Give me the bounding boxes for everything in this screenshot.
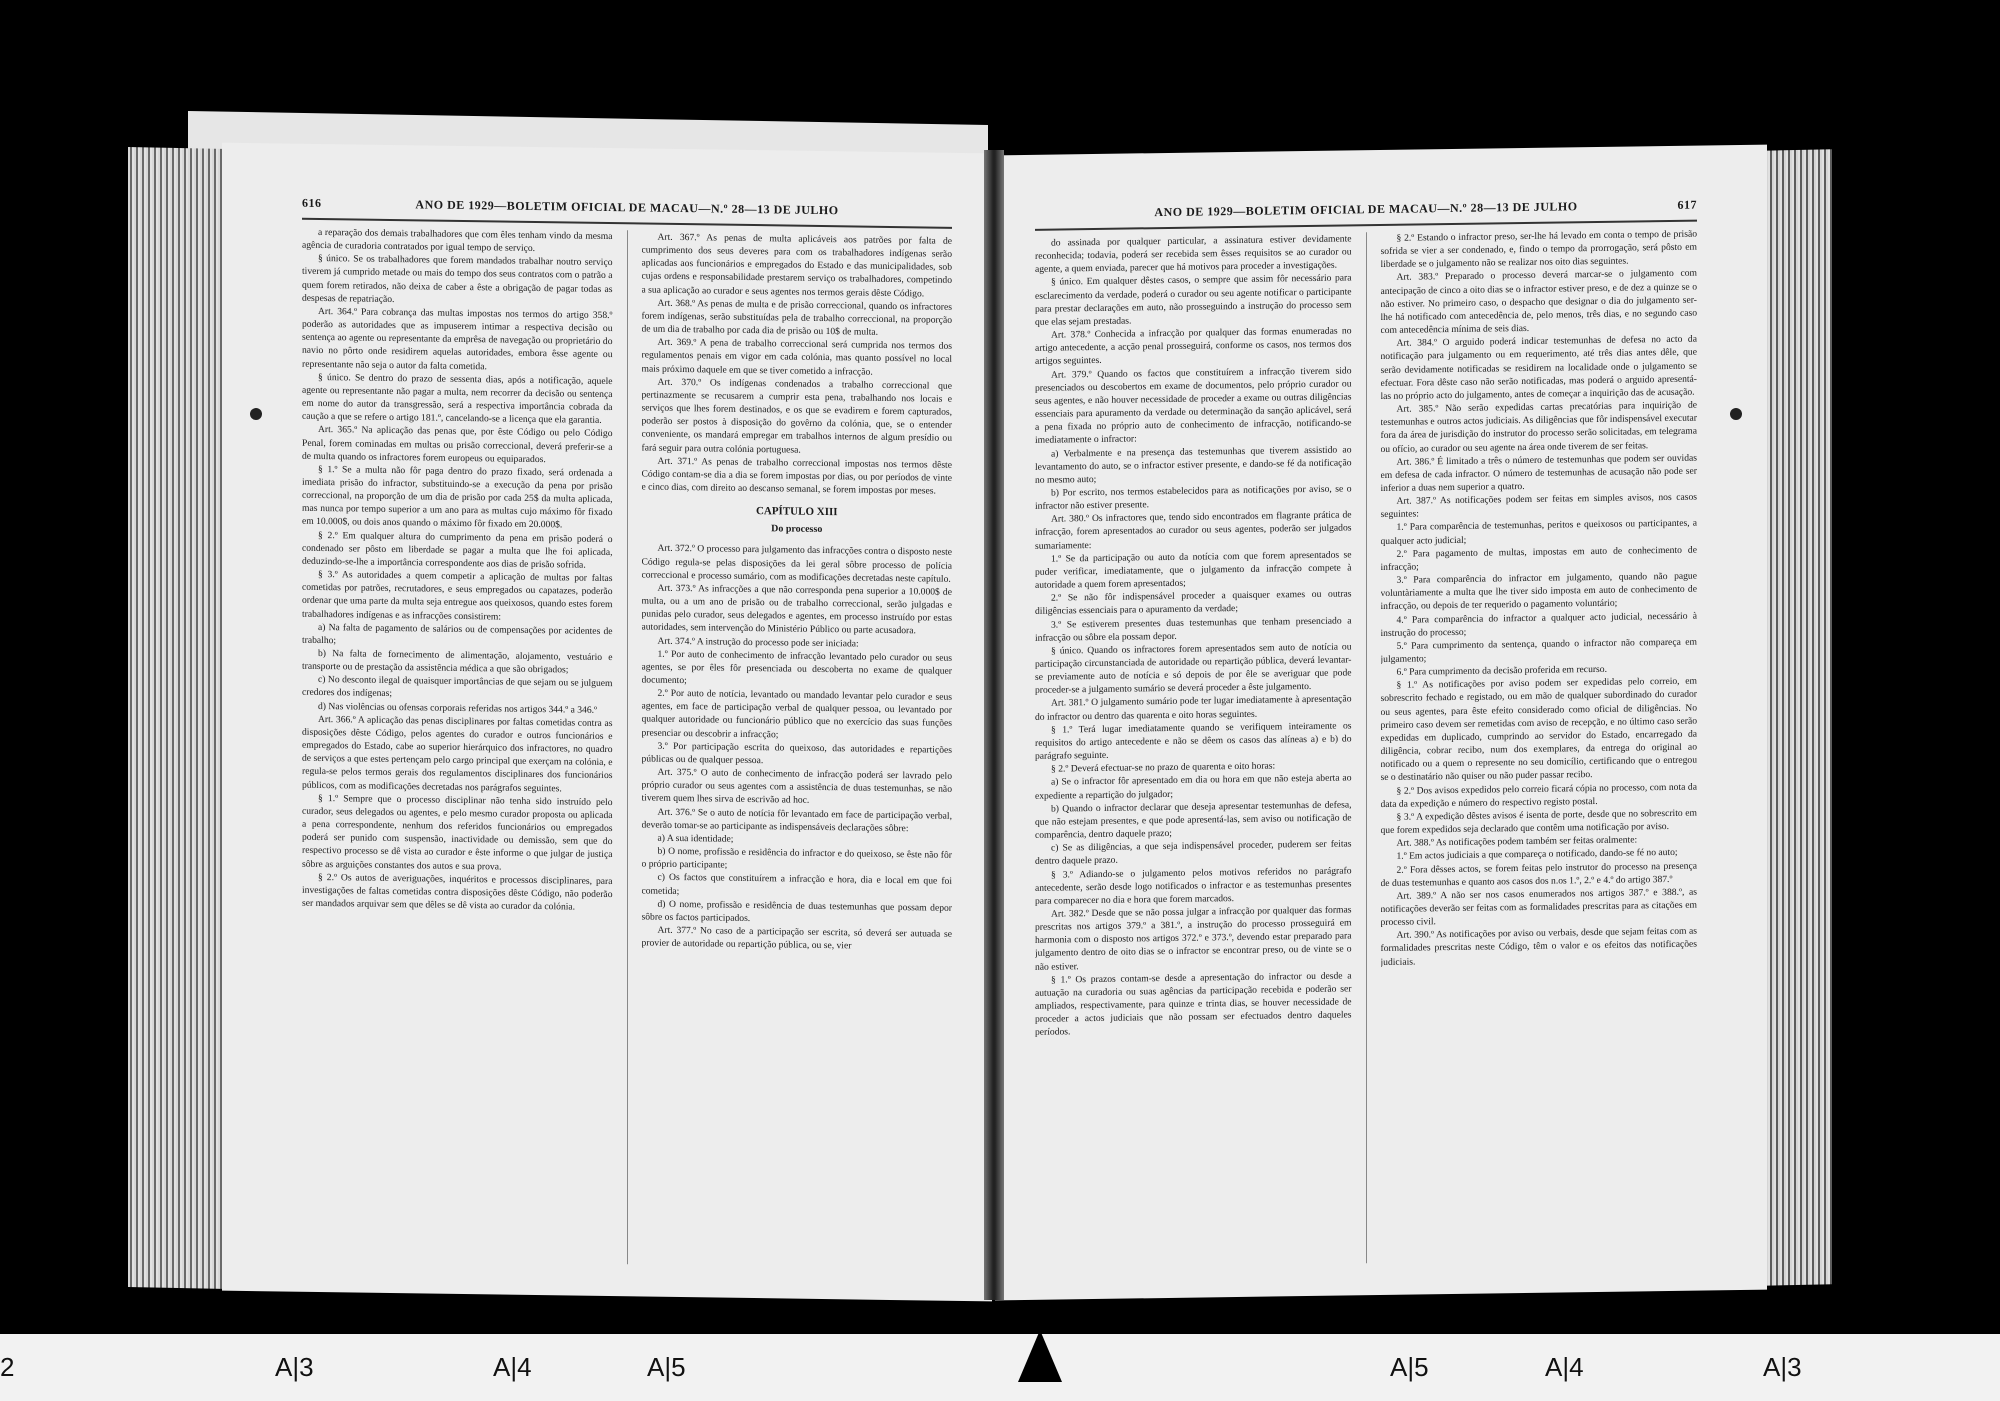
paragraph: § único. Quando os infractores forem apresentados sem auto de notícia ou participação circunstanciada de autoridade ou repartição pública, deverá levantar-se previamente auto de notícia e só depois de por êle se averiguar que pode proceder-se a julgamento sumário se deverá proceder a êste julgamento. [1035,641,1352,697]
paragraph: Art. 365.º Na aplicação das penas que, por êste Código ou pelo Código Penal, forem cominadas em multas ou prisão correccional, deverá preferir-se a de multa quando os infractores forem europeus ou equiparados. [302,424,613,465]
paragraph: Art. 386.º É limitado a três o número de testemunhas que podem ser ouvidas em defesa de cada infractor. O número de testemunhas de acusação não pode ser inferior a duas nem superior a quatro. [1380,452,1697,494]
paragraph: § 1.º Sempre que o processo disciplinar não tenha sido instruído pelo curador, seus delegados ou agentes, e pelo mesmo curador proposta ou aplicada a pena correspondente, nenhum dos referidos funcionários ou empregados poderá ser punido com suspensão, inactividade ou demissão, sem que do respectivo processo se dê vista ao curador e êste informe o que julgar de justiça sôbre as arguições constantes dos autos e sua prova. [302,792,613,873]
paragraph: Art. 368.º As penas de multa e de prisão correccional, quando os infractores forem indígenas, serão substituídas pela de trabalho correccional, na proporção de um dia de trabalho por cada dia de prisão ou 10$ de multa. [641,297,952,338]
paragraph: Art. 378.º Conhecida a infracção por qualquer das formas enumeradas no artigo antecedente, a acção penal prosseguirá, conforme os casos, nos termos dos artigos seguintes. [1035,325,1352,368]
left-page [222,143,992,1302]
paragraph: § 1.º Se a multa não fôr paga dentro do prazo fixado, será ordenada a imediata prisão do infractor, substituindo-se a execução da pena por prisão correccional, na proporção de um dia de prisão por cada 25$ da multa aplicada, mas nunca por tempo superior a um ano para as multas cujo máximo fôr fixado em 10.000$, ou dois anos quando o máximo fôr fixado em 20.000$. [302,463,613,531]
paragraph: § 1.º As notificações por aviso podem ser expedidas pelo correio, em sobrescrito fechado e registado, ou em mão de qualquer subordinado do curador ou seus agentes, para êste efeito considerado como oficial de diligências. No primeiro caso devem ser remetidas com aviso de recepção, e no último caso serão expedidas em duplicado, cumprindo ao servidor do Estado, encarregado da diligência, cobrar recibo, num dos exemplares, da entrega do original ao notificado ou a quem o represente no seu domicílio, certificando que o entregou se o destinatário não quiser ou não puder passar recibo. [1380,675,1697,784]
binding-hole [1730,408,1742,420]
paragraph: a) Na falta de pagamento de salários ou de compensações por acidentes de trabalho; [302,621,613,647]
paragraph: Art. 373.º As infracções a que não corresponda pena superior a 10.000$ de multa, ou a um ano de prisão ou de trabalho correccional, serão julgadas e punidas pelo curador, seus delegados e agentes, em processo instruído por estas autoridades, sem intervenção do Ministério Público ou parte acusadora. [641,582,952,637]
left-page-number: 616 [302,195,322,211]
right-page-title: ANO DE 1929—BOLETIM OFICIAL DE MACAU—N.º 28—13 DE JULHO [1154,199,1578,220]
frame-label: A|4 [493,1352,532,1382]
paragraph: 2.º Por auto de notícia, levantado ou mandado levantar pelo curador e seus agentes, em face de participação verbal de qualquer pessoa, ou levantado por qualquer autoridade ou funcionário público que no exercício das suas funções presenciar ou descobrir a infracção; [641,687,952,741]
left-page-title: ANO DE 1929—BOLETIM OFICIAL DE MACAU—N.º 28—13 DE JULHO [415,197,839,218]
paragraph: § 2.º Os autos de averiguações, inquéritos e processos disciplinares, para investigações de faltas cometidas contra disposições dêste Código, não poderão ser mandados arquivar sem que dêles se dê vista ao curador da colónia. [302,871,613,913]
right-page-column-1 [1035,232,1352,1267]
paragraph: Art. 364.º Para cobrança das multas impostas nos termos do artigo 358.º poderão as autoridades que as impuserem intimar a respectiva decisão ou sentença ao agente ou representante da emprêsa de navegação ou proprietário do navio no pôrto onde residirem aquelas autoridades, embora êsse agente ou representante não seja o autor da falta cometida. [302,305,613,372]
paragraph: § único. Se dentro do prazo de sessenta dias, após a notificação, aquele agente ou representante não pagar a multa, nem recorrer da decisão ou sentença em nome do autor da transgressão, será a respectiva importância cobrada da caução a que se refere o artigo 181.º, cancelando-se a licença que ela garantia. [302,371,613,427]
right-page [995,145,1767,1301]
paragraph: § 2.º Em qualquer altura do cumprimento da pena em prisão poderá o condenado ser pôsto em liberdade se pagar a multa que lhe foi aplicada, deduzindo-se-lhe a importância correspondente aos dias de prisão sofrida. [302,529,613,571]
paragraph: Art. 369.º A pena de trabalho correccional será cumprida nos termos dos regulamentos penais em vigor em cada colónia, mas quanto possível no local mais próximo daquele em que se tiver cometido a infracção. [641,336,952,378]
paragraph: do assinada por qualquer particular, a assinatura estiver devidamente reconhecida; todavia, poderá ser recebida sem êsses requisitos se ao curador ou agente, a quem enviada, parecer que há motivos para proceder a investigações. [1035,233,1352,276]
paragraph: 1.º Em actos judiciais a que compareça o notificado, dando-se fé no auto; [1396,847,1678,863]
paragraph: Art. 372.º O processo para julgamento das infracções contra o disposto neste Código regula-se pelas disposições da lei geral sôbre processo de polícia correccional e processo sumário, com as modificações decretadas neste capítulo. [641,543,952,585]
paragraph: Art. 381.º O julgamento sumário pode ter lugar imediatamente à apresentação do infractor ou dentro das quarenta e oito horas seguintes. [1035,693,1352,723]
paragraph: Art. 366.º A aplicação das penas disciplinares por faltas cometidas contra as disposições dêste Código, pelos agentes do curador e outros funcionários e empregados do Estado, cabe ao superior hierárquico dos infractores, no quadro de serviços a que estes pertençam pelo cargo principal que exerçam na colónia, e regula-se pelos termos gerais dos regulamentos disciplinares dos funcionários públicos, com as modificações decretadas nos parágrafos seguintes. [302,713,613,794]
frame-label: A|5 [1390,1352,1429,1382]
book-gutter [984,150,1004,1300]
paragraph: Art. 390.º As notificações por aviso ou verbais, desde que sejam feitas com as formalidades prescritas neste Código, têm o valor e os efeitos das notificações judiciais. [1380,925,1697,968]
paragraph: a reparação dos demais trabalhadores que com êles tenham vindo da mesma agência de curadoria contratados por igual tempo de serviço. [302,226,613,255]
paragraph: a) Verbalmente e na presença das testemunhas que tiverem assistido ao levantamento do auto, se o infractor estiver presente, e dando-se fé da notificação no mesmo auto; [1035,443,1352,486]
paragraph: 5.º Para cumprimento da sentença, quando o infractor não compareça em julgamento; [1380,636,1697,666]
paragraph: 1.º Se da participação ou auto da notícia com que forem apresentados se puder verificar, imediatamente, que o julgamento da infracção compete à autoridade a quem forem apresentados; [1035,549,1352,591]
paragraph: § 3.º A expedição dêstes avisos é isenta de porte, desde que no sobrescrito em que forem expedidos seja declarado que contêm uma notificação por aviso. [1380,807,1697,837]
paragraph: 3.º Por participação escrita do queixoso, das autoridades e repartições públicas ou de qualquer pessoa. [641,740,952,767]
paragraph: 1.º Para comparência de testemunhas, peritos e queixosos ou participantes, a qualquer acto judicial; [1380,518,1697,547]
paragraph: Art. 376.º Se o auto de notícia fôr levantado em face de participação verbal, deverão tomar-se ao participante as indispensáveis declarações sôbre: [641,806,952,834]
paragraph: Art. 370.º Os indígenas condenados a trabalho correccional que pertinazmente se recusarem a cumprir esta pena, trabalhando nos locais e serviços que lhes forem destinados, e os que se evadirem e forem capturados, poderão ser postos à disposição do govêrno da colónia, que, se o entender conveniente, os mandará empregar em trabalhos internos de algum presídio ou fará seguir para outra colónia portuguesa. [641,376,952,456]
frame-label: A|3 [275,1352,314,1382]
right-page-column-2 [1381,228,1698,1263]
left-page-column-2 [642,230,953,1268]
chapter-title: CAPÍTULO XIII [755,505,838,519]
column-divider [1366,232,1367,1263]
paragraph: Art. 388.º As notificações podem também ser feitas oralmente: [1396,834,1638,849]
frame-label: A|5 [647,1352,686,1382]
paragraph: 2.º Fora dêsses actos, se forem feitas pelo instrutor do processo na presença de duas testemunhas e quanto aos casos dos n.os 1.º, 2.º e 4.º do artigo 387.º [1380,860,1697,889]
paragraph: § 2.º Estando o infractor preso, ser-lhe há levado em conta o tempo de prisão sofrida se vier a ser condenado, e, findo o tempo da prorrogação, será pôsto em liberdade se o julgamento não se realizar nos oito dias seguintes. [1380,228,1697,271]
paragraph: b) Na falta de fornecimento de alimentação, alojamento, vestuário e transporte ou de prestação da assistência médica a que são obrigados; [302,647,613,676]
paragraph: Art. 377.º No caso de a participação ser escrita, só deverá ser autuada se provier de autoridade ou repartição pública, ou se, vier [641,924,952,952]
paragraph: 2.º Para pagamento de multas, impostas em auto de conhecimento de infracção; [1380,544,1697,573]
paragraph: Art. 367.º As penas de multa aplicáveis aos patrões por falta de cumprimento dos seus deveres para com os trabalhadores indígenas serão aplicadas aos funcionários e empregados do Estado e das municipalidades, sob cujas ordens e responsabilidade prestarem serviço os trabalhadores, competindo a sua aplicação ao curador e seus agentes nos termos gerais dêste Código. [641,231,952,300]
paragraph: Art. 371.º As penas de trabalho correccional impostas nos termos dêste Código contam-se dia a dia se forem impostas por dias, ou por períodos de vinte e cinco dias, com direito ao descanso semanal, se forem impostas por meses. [641,455,952,497]
paragraph: c) Se as diligências, a que seja indispensável proceder, puderem ser feitas dentro daquele prazo. [1035,838,1352,868]
paragraph: 3.º Se estiverem presentes duas testemunhas que tenham presenciado a infracção ou sôbre ela possam depor. [1035,614,1352,644]
paragraph: d) Nas violências ou ofensas corporais referidas nos artigos 344.º a 346.º [318,700,598,716]
frame-label: A|3 [1763,1352,1802,1382]
paragraph: 4.º Para comparência do infractor a qualquer acto judicial, necessário à instrução do processo; [1380,610,1697,639]
frame-label: A|4 [1545,1352,1584,1382]
paragraph: § único. Em qualquer dêstes casos, o sempre que assim fôr necessário para esclarecimento da verdade, poderá o curador ou seu agente notificar o participante para prestar declarações em auto, não prosseguindo a instrução do processo sem que elas sejam prestadas. [1035,272,1352,328]
paragraph: Art. 374.º A instrução do processo pode ser iniciada: [657,635,859,650]
paragraph: 2.º Se não fôr indispensável proceder a quaisquer exames ou outras diligências essenciais para o apuramento da verdade; [1035,588,1352,618]
paragraph: a) A sua identidade; [657,832,734,845]
paragraph: b) O nome, profissão e residência do infractor e do queixoso, se êste não fôr o próprio participante; [641,845,952,871]
paragraph: 3.º Para comparência do infractor em julgamento, quando não pague voluntàriamente a multa que lhe tiver sido imposta em auto de conhecimento de infracção, ou depois de ter requerido o pagamento voluntário; [1380,570,1697,613]
frame-notch [1018,1330,1062,1382]
paragraph: d) O nome, profissão e residência de duas testemunhas que possam depor sôbre os factos participados. [641,898,952,924]
right-page-number: 617 [1677,197,1697,212]
paragraph: Art. 382.º Desde que se não possa julgar a infracção por qualquer das formas prescritas nos artigos 379.º a 381.º, a instrução do processo prosseguirá em harmonia com o disposto nos artigos 372.º e 373.º, devendo estar preparado para julgamento dentro de oito dias se o infractor se encontrar preso, ou de vinte se o não estiver. [1035,904,1352,973]
paragraph: b) Quando o infractor declarar que deseja apresentar testemunhas de defesa, que não estejam presentes, e que pode apresentá-las, sem aviso ou notificação de comparência, dentro daquele prazo; [1035,799,1352,841]
page-edges-right [1762,149,1832,1285]
microfilm-frame-strip [0,1334,2000,1401]
paragraph: c) No desconto ilegal de quaisquer importâncias de que sejam ou se julguem credores dos indígenas; [302,674,613,700]
paragraph: Art. 380.º Os infractores que, tendo sido encontrados em flagrante prática de infracção, forem apresentados ao curador ou seus agentes, poderão ser julgados sumariamente: [1035,509,1352,552]
paragraph: § 1.º Terá lugar imediatamente quando se verifiquem inteiramente os requisitos do artigo antecedente e não se dêem os casos das alíneas a) e b) do parágrafo seguinte. [1035,720,1352,762]
paragraph: Art. 385.º Não serão expedidas cartas precatórias para inquirição de testemunhas e outros actos judiciais. As diligências que fôr indispensável executar fora da área de jurisdição do instrutor do processo serão solicitadas, em telegrama ou ofício, ao curador ou seu agente na área onde tiverem de ser feitas. [1380,399,1697,455]
paragraph: Art. 387.º As notificações podem ser feitas em simples avisos, nos casos seguintes: [1380,491,1697,521]
chapter-subtitle: Do processo [771,523,823,536]
column-divider [627,230,628,1264]
paragraph: § 2.º Dos avisos expedidos pelo correio ficará cópia no processo, com nota da data da expedição e número do respectivo registo postal. [1380,781,1697,810]
paragraph: 6.º Para cumprimento da decisão proferida em recurso. [1396,664,1607,678]
paragraph: 1.º Por auto de conhecimento de infracção levantado pelo curador ou seus agentes, se por êles fôr presenciada ou descoberta no exame de qualquer documento; [641,648,952,687]
paragraph: § 3.º Adiando-se o julgamento pelos motivos referidos no parágrafo antecedente, serão desde logo notificados o infractor e as testemunhas presentes para comparecer no dia e hora que forem marcados. [1035,864,1352,907]
paragraph: Art. 375.º O auto de conhecimento de infracção poderá ser lavrado pelo próprio curador ou seus agentes com a assistência de duas testemunhas, se não tiverem quem lhes sirva de escrivão ad hoc. [641,766,952,807]
paragraph: Art. 389.º A não ser nos casos enumerados nos artigos 387.º e 388.º, as notificações deverão ser feitas com as formalidades prescritas para as citações em processo civil. [1380,886,1697,929]
paragraph: Art. 379.º Quando os factos que constituírem a infracção tiverem sido presenciados ou descobertos em exame de documentos, pelo próprio curador ou seus agentes, e não houver necessidade de proceder a exame ou outras diligências essenciais para apuramento da verdade ou determinação da sanção aplicável, será a pena fixada no próprio auto de conhecimento de infracção, notificando-se imediatamente o infractor: [1035,364,1352,447]
page-edges-left [128,147,228,1289]
paragraph: § 3.º As autoridades a quem competir a aplicação de multas por faltas cometidas por patrões, recrutadores, e seus empregados ou capatazes, poderão ordenar que uma parte da multa seja entregue aos queixosos, quando estes forem trabalhadores indígenas e as infracções consistirem: [302,569,613,623]
paragraph: § único. Se os trabalhadores que forem mandados trabalhar noutro serviço tiverem já cumprido metade ou mais do tempo dos seus contratos com o patrão a quem forem retirados, não deixa de caber a êste a obrigação de pagar todas as despesas de repatriação. [302,253,613,305]
paragraph: a) Se o infractor fôr apresentado em dia ou hora em que não esteja aberta ao expediente a repartição do julgador; [1035,772,1352,802]
paragraph: Art. 384.º O arguido poderá indicar testemunhas de defesa no acto da notificação para julgamento ou em requerimento, até três dias antes dêle, que serão devidamente notificadas se residirem na localidade onde o julgamento se efectuar. Fora dêste caso não serão notificadas, mas poderá o arguido apresentá-las no próprio acto do julgamento, antes de começar a inquirição das de acusação. [1380,333,1697,402]
frame-label: 2 [0,1352,15,1382]
paragraph: b) Por escrito, nos termos estabelecidos para as notificações por aviso, se o infractor não estiver presente. [1035,483,1352,512]
paragraph: Art. 383.º Preparado o processo deverá marcar-se o julgamento com antecipação de cinco a oito dias se o infractor estiver preso, e de dez a quinze se o não estiver. No primeiro caso, o despacho que designar o dia do julgamento ser-lhe há notificado com antecedência de, pelo menos, três dias, e no segundo caso com antecedência mínima de seis dias. [1380,268,1697,337]
left-page-column-1 [302,226,613,1264]
paragraph: § 2.º Deverá efectuar-se no prazo de quarenta e oito horas: [1051,760,1276,775]
paragraph: c) Os factos que constituírem a infracção e hora, dia e local em que foi cometida; [641,872,952,897]
binding-hole [250,408,262,420]
paragraph: § 1.º Os prazos contam-se desde a apresentação do infractor ou desde a autuação na curadoria ou suas agências da participação recebida e poderão ser ampliados, respectivamente, para quinze e trinta dias, se houver necessidade de proceder a actos judiciais que não possam ser efectuados dentro daqueles períodos. [1035,970,1352,1039]
